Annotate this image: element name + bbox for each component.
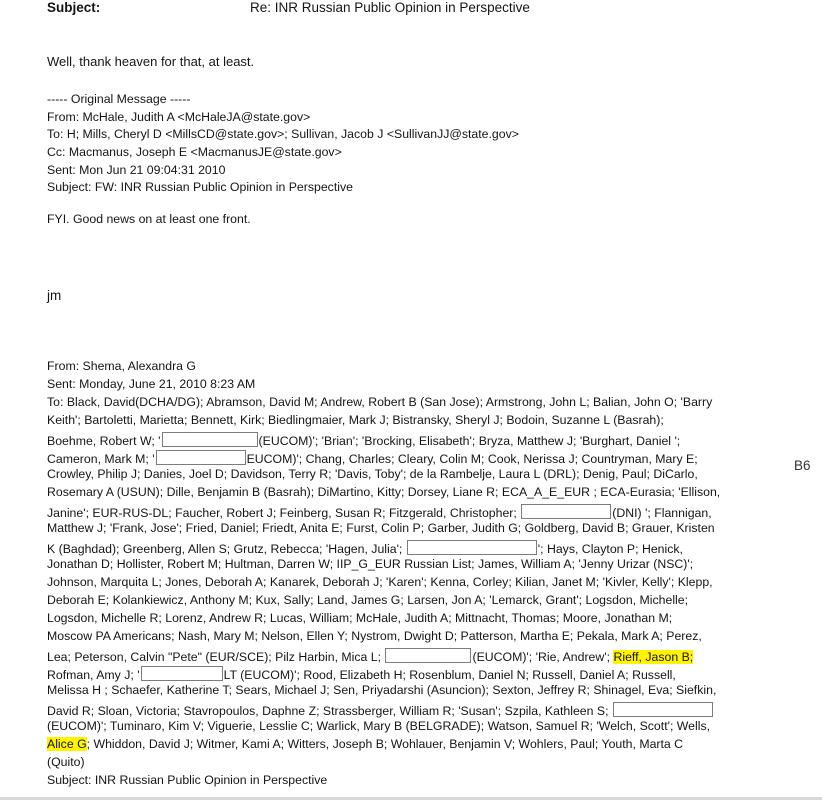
redaction-box — [407, 540, 537, 555]
recipient-line: To: Black, David(DCHA/DG); Abramson, David M; Andrew, Robert B (San Jose); Armstrong, John L; Balian, John O; 'Barry — [47, 395, 713, 409]
recipient-line: Rosemary A (USUN); Dille, Benjamin B (Basrah); DiMartino, Kitty; Dorsey, Liane R; ECA_A_E_EUR ; ECA-Eurasia; 'Ellison, — [47, 485, 721, 499]
highlighted-name: Rieff, Jason B; — [613, 650, 694, 664]
recipient-text: Rofman, Amy J; ' — [47, 668, 140, 682]
recipient-line: Johnson, Marquita L; Jones, Deborah A; Kanarek, Deborah J; 'Karen'; Kenna, Corley; Kilian, Janet M; 'Kivler, Kelly'; Klepp, — [47, 575, 713, 589]
reply-text: Well, thank heaven for that, at least. — [47, 54, 255, 69]
recipient-line: (EUCOM)'; Tuminaro, Kim V; Viguerie, Lesslie C; Warlick, Mary B (BELGRADE); Watson, Samuel R; 'Welch, Scott'; Wells, — [47, 719, 711, 733]
recipient-line: Melissa H ; Schaefer, Katherine T; Sears, Michael J; Sen, Priyadarshi (Asuncion); Sexton, Jeffrey R; Shinagel, Eva; Siefkin, — [47, 683, 717, 697]
original-message-separator: ----- Original Message ----- — [47, 92, 191, 106]
recipient-text: K (Baghdad); Greenberg, Allen S; Grutz, Rebecca; 'Hagen, Julia'; — [47, 542, 403, 556]
recipient-line: Moscow PA Americans; Nash, Mary M; Nelson, Ellen Y; Nystrom, Dwight D; Patterson, Martha E; Pekala, Mark A; Perez, — [47, 629, 702, 643]
redaction-box — [385, 648, 471, 663]
original-to: To: H; Mills, Cheryl D <MillsCD@state.gov>; Sullivan, Jacob J <SullivanJJ@state.gov> — [47, 127, 519, 141]
redaction-box — [156, 450, 246, 465]
recipient-line: Deborah E; Kolankiewicz, Anthony M; Kux, Sally; Land, James G; Larsen, Jon A; 'Lemarck, Grant'; Logsdon, Michelle; — [47, 593, 689, 607]
recipient-line: Keith'; Bartoletti, Marietta; Bennett, Kirk; Biedlingmaier, Mark J; Bistransky, Sheryl J; Bodoin, Suzanne L (Basrah); — [47, 413, 664, 427]
recipient-line — [47, 666, 676, 683]
recipient-text: (EUCOM)'; 'Brian'; 'Brocking, Elisabeth'; Bryza, Matthew J; 'Burghart, Daniel '; — [258, 434, 681, 448]
recipient-text: David R; Sloan, Victoria; Stavropoulos, Daphne Z; Strassberger, William R; 'Susan'; Szpila, Kathleen S; — [47, 704, 609, 718]
recipient-line — [47, 450, 698, 467]
recipient-text: EUCOM)'; Chang, Charles; Cleary, Colin M; Cook, Nerissa J; Countryman, Mary E; — [246, 452, 698, 466]
recipient-text: Lea; Peterson, Calvin "Pete" (EUR/SCE); Pilz Harbin, Mica L; — [47, 650, 382, 664]
forwarded-from: From: Shema, Alexandra G — [47, 359, 196, 373]
redaction-box — [141, 666, 223, 681]
recipient-line — [47, 738, 683, 752]
recipient-line: Matthew J; 'Frank, Jose'; Fried, Daniel; Friedt, Anita E; Furst, Colin P; Garber, Judith G; Goldberg, David B; Grauer, Kristen — [47, 521, 715, 535]
recipient-text: Janine'; EUR-RUS-DL; Faucher, Robert J; Feinberg, Susan R; Fitzgerald, Christopher; — [47, 506, 517, 520]
recipient-text: Boehme, Robert W; ' — [47, 434, 161, 448]
recipient-text: Cameron, Mark M; ' — [47, 452, 155, 466]
recipient-line: (Quito) — [47, 755, 85, 769]
redaction-box — [613, 702, 713, 717]
original-cc: Cc: Macmanus, Joseph E <MacmanusJE@state.gov> — [47, 145, 342, 159]
original-sent: Sent: Mon Jun 21 09:04:31 2010 — [47, 163, 226, 177]
highlighted-name: Alice G — [47, 737, 87, 751]
recipient-line — [47, 540, 683, 557]
fyi-text: FYI. Good news on at least one front. — [47, 212, 251, 226]
recipient-line: Logsdon, Michelle R; Lorenz, Andrew R; Lucas, William; McHale, Judith A; Mittnacht, Thomas; Moore, Jonathan M; — [47, 611, 673, 625]
recipient-line — [47, 504, 712, 521]
recipient-text: '; Hays, Clayton P; Henick, — [537, 542, 683, 556]
recipient-line — [47, 648, 693, 665]
forwarded-sent: Sent: Monday, June 21, 2010 8:23 AM — [47, 377, 256, 391]
subject-label: Subject: — [47, 0, 101, 15]
original-from: From: McHale, Judith A <McHaleJA@state.gov> — [47, 110, 311, 124]
original-subject: Subject: FW: INR Russian Public Opinion in Perspective — [47, 180, 353, 194]
recipient-text: (DNI) '; Flannigan, — [612, 506, 712, 520]
recipient-line — [47, 702, 714, 719]
recipient-text: ; Whiddon, David J; Witmer, Kami A; Witters, Joseph B; Wohlauer, Benjamin V; Wohlers, Paul; Youth, Marta C — [86, 737, 684, 751]
forwarded-subject: Subject: INR Russian Public Opinion in Perspective — [47, 773, 328, 787]
subject-value: Re: INR Russian Public Opinion in Perspective — [250, 0, 530, 15]
b6-exemption-marker: B6 — [794, 458, 811, 473]
recipient-line: Jonathan D; Hollister, Robert M; Hultman, Darren W; IIP_G_EUR Russian List; James, William A; 'Jenny Urizar (NSC)'; — [47, 557, 694, 571]
signoff: jm — [47, 288, 62, 303]
redaction-box — [162, 432, 258, 447]
recipient-text: (EUCOM)'; 'Rie, Andrew'; — [472, 650, 611, 664]
recipient-line: Crowley, Philip J; Danies, Joel D; Davidson, Terry R; 'Davis, Toby'; de la Rambelje, Laura L (DRL); Denig, Paul; DiCarlo, — [47, 467, 698, 481]
recipient-text: LT (EUCOM)'; Rood, Elizabeth H; Rosenblum, Daniel N; Russell, Daniel A; Russell, — [223, 668, 676, 682]
recipient-line — [47, 432, 680, 449]
redaction-box — [521, 504, 611, 519]
